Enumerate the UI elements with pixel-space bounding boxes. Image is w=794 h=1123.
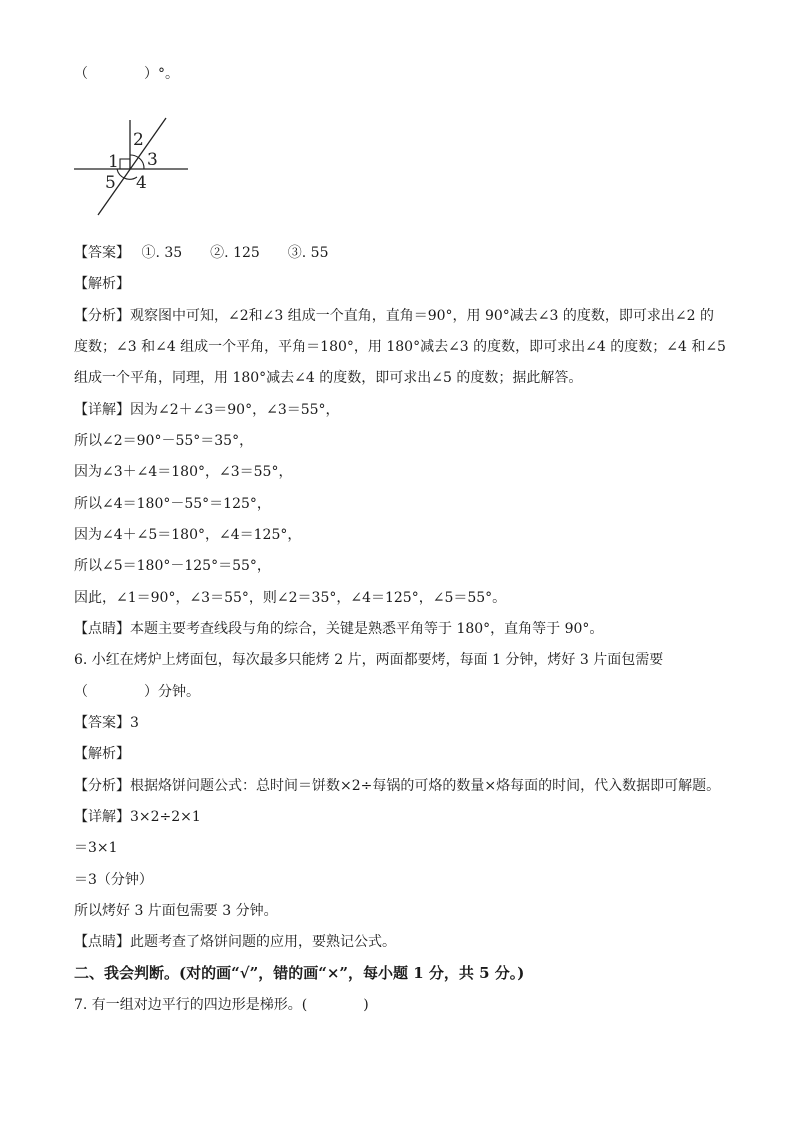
calc-1: ＝3×1 (74, 840, 118, 856)
label-3: 3 (147, 150, 158, 170)
label-5: 5 (105, 173, 116, 193)
calc-2: ＝3（分钟） (74, 872, 153, 888)
fenxi-2: 【分析】根据烙饼问题公式：总时间＝饼数×2÷每锅的可烙的数量×烙每面的时间，代入数据即可解题。 (74, 778, 721, 794)
question-6-line-b: （ ）分钟。 (74, 684, 200, 700)
question-6-line-a: 6. 小红在烤炉上烤面包，每次最多只能烤 2 片，两面都要烤，每面 1 分钟，烤好 3 片面包需要 (74, 652, 664, 668)
step-1: 所以∠2＝90°－55°＝35°， (74, 433, 254, 449)
label-4: 4 (136, 173, 147, 193)
step-5: 所以∠5＝180°－125°＝55°， (74, 558, 271, 574)
fenxi-1-line-c: 组成一个平角，同理，用 180°减去∠4 的度数，即可求出∠5 的度数；据此解答。 (74, 370, 583, 386)
xiangjie-1: 【详解】因为∠2＋∠3＝90°，∠3＝55°， (74, 402, 340, 418)
answer-blank-line: （ ）°。 (74, 66, 179, 82)
label-1: 1 (108, 152, 119, 172)
right-angle-mark (120, 159, 130, 169)
dianjing-1: 【点睛】本题主要考查线段与角的综合，关键是熟悉平角等于 180°，直角等于 90°。 (74, 621, 604, 637)
angle-3-arc (143, 163, 144, 169)
fenxi-1-line-a: 【分析】观察图中可知，∠2和∠3 组成一个直角，直角＝90°，用 90°减去∠3 的度数，即可求出∠2 的 (74, 308, 714, 324)
xiangjie-2: 【详解】3×2÷2×1 (74, 809, 201, 825)
step-4: 因为∠4＋∠5＝180°，∠4＝125°， (74, 527, 302, 543)
calc-3: 所以烤好 3 片面包需要 3 分钟。 (74, 903, 278, 919)
answer-2: 【答案】3 (74, 715, 139, 731)
jiexi-1: 【解析】 (74, 276, 130, 292)
answer-1: 【答案】 ①. 35 ②. 125 ③. 55 (74, 245, 329, 261)
step-6: 因此，∠1＝90°，∠3＝55°，则∠2＝35°，∠4＝125°，∠5＝55°。 (74, 590, 507, 606)
question-7: 7. 有一组对边平行的四边形是梯形。( ) (74, 997, 369, 1013)
step-2: 因为∠3＋∠4＝180°，∠3＝55°， (74, 464, 293, 480)
fenxi-1-line-b: 度数；∠3 和∠4 组成一个平角，平角＝180°，用 180°减去∠3 的度数，即可求出∠4 的度数；∠4 和∠5 (74, 339, 726, 355)
dianjing-2: 【点睛】此题考查了烙饼问题的应用，要熟记公式。 (74, 934, 396, 950)
step-3: 所以∠4＝180°－55°＝125°， (74, 496, 271, 512)
angle-figure (70, 115, 200, 220)
label-2: 2 (133, 130, 144, 150)
jiexi-2: 【解析】 (74, 746, 130, 762)
section-2-heading: 二、我会判断。(对的画“√”，错的画“×”，每小题 1 分，共 5 分。) (74, 964, 525, 982)
